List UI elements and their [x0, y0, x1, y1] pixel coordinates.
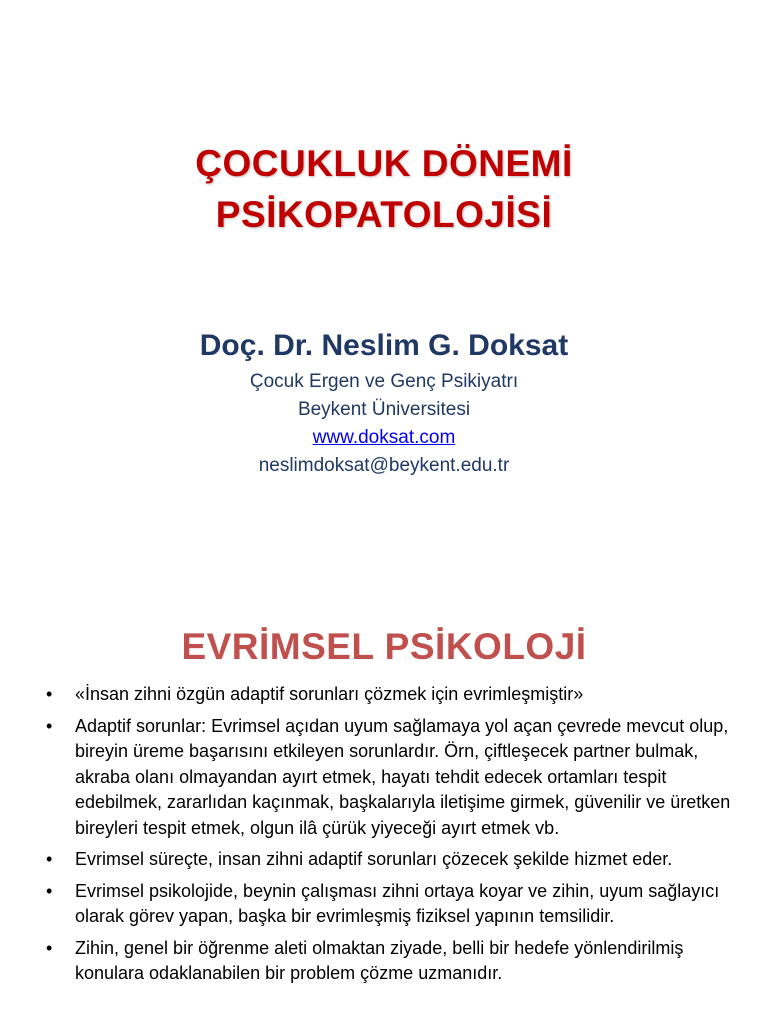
- bullet-icon: •: [46, 937, 53, 958]
- bullet-text: Evrimsel psikolojide, beynin çalışması zihni ortaya koyar ve zihin, uyum sağlayıcı olarak görev yapan, başka bir evrimleşmiş fiziksel yapının temsilidir.: [75, 880, 720, 926]
- author-info: [0, 368, 768, 480]
- bullet-icon: •: [46, 715, 53, 736]
- bullet-text: Evrimsel süreçte, insan zihni adaptif sorunları çözecek şekilde hizmet eder.: [75, 849, 673, 869]
- slide-heading: EVRİMSEL PSİKOLOJİ: [181, 626, 587, 667]
- bullet-text: «İnsan zihni özgün adaptif sorunları çözmek için evrimleşmiştir»: [75, 684, 584, 704]
- author-email: neslimdoksat@beykent.edu.tr: [258, 455, 510, 476]
- bullet-icon: •: [46, 684, 53, 704]
- slide-title-line-2: PSİKOPATOLOJİSİ: [215, 194, 553, 235]
- author-role: Çocuk Ergen ve Genç Psikiyatrı: [249, 371, 519, 392]
- bullet-icon: •: [46, 880, 53, 901]
- slide-title: [0, 138, 768, 240]
- bullet-icon: •: [46, 849, 53, 869]
- slide-title-line-1: ÇOCUKLUK DÖNEMİ: [195, 143, 573, 184]
- website-link[interactable]: www.doksat.com: [312, 427, 456, 448]
- author-name: Doç. Dr. Neslim G. Doksat: [199, 329, 569, 362]
- bullet-text: Zihin, genel bir öğrenme aleti olmaktan ziyade, belli bir hedefe yönlendirilmiş konulara odaklanabilen bir problem çözme uzmanıdır.: [75, 937, 684, 983]
- bullet-item: [46, 714, 746, 842]
- bullet-item: [46, 682, 746, 708]
- content-slide: [0, 608, 768, 1024]
- bullet-item: [46, 847, 746, 873]
- bullet-item: [46, 936, 746, 987]
- bullet-text: Adaptif sorunlar: Evrimsel açıdan uyum sağlamaya yol açan çevrede mevcut olup, bireyin üreme başarısını etkileyen sorunlardır. Örn, çiftleşecek partner bulmak, akraba olanı olmayandan ayırt etmek, hayatı tehdit edecek ortamları tespit edebilmek, zararlıdan kaçınmak, başkalarıyla iletişime girmek, güvenilir ve üretken bireyleri tespit etmek, olgun ilâ çürük yiyeceği ayırt etmek vb.: [75, 715, 731, 838]
- author-institution: Beykent Üniversitesi: [297, 399, 471, 420]
- bullet-item: [46, 879, 746, 930]
- bullet-list: [46, 682, 746, 993]
